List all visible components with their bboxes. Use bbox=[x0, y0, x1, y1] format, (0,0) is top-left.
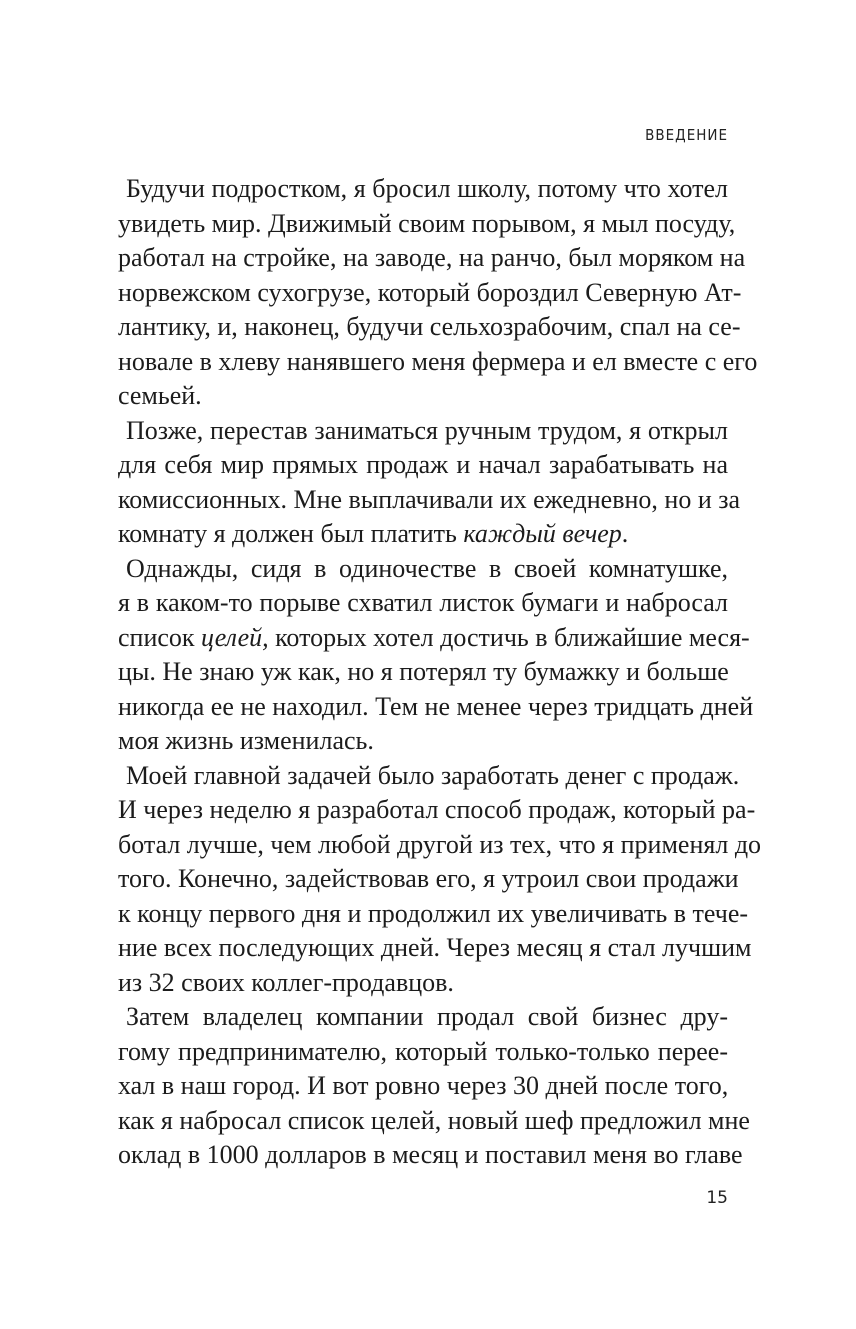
paragraph-2 bbox=[118, 414, 741, 552]
text-line: увидеть мир. Движимый своим порывом, я мыл посуду, bbox=[118, 208, 736, 238]
text-line: Будучи подростком, я бросил школу, потому что хотел bbox=[126, 174, 728, 203]
page-number: 15 bbox=[706, 1188, 728, 1208]
text-line: норвежском сухогрузе, который бороздил Северную Ат- bbox=[118, 277, 742, 307]
text-run: список bbox=[118, 622, 202, 652]
text-line: хал в наш город. И вот ровно через 30 дней после того, bbox=[118, 1071, 729, 1100]
text-run: комнату я должен был платить bbox=[118, 519, 464, 548]
text-line: Моей главной задачей было заработать денег с продаж. bbox=[126, 760, 740, 790]
text-line: работал на стройке, на заводе, на ранчо, был моряком на bbox=[118, 243, 746, 272]
running-head: ВВЕДЕНИЕ bbox=[645, 126, 728, 144]
text-line: оклад в 1000 долларов в месяц и поставил меня во главе bbox=[118, 1140, 743, 1169]
text-line: для себя мир прямых продаж и начал зарабатывать на bbox=[118, 450, 728, 479]
text-line: ботал лучше, чем любой другой из тех, что я применял до bbox=[118, 829, 762, 859]
text-line: Затем владелец компании продал свой бизнес дру- bbox=[126, 1002, 728, 1031]
paragraph-4 bbox=[118, 759, 762, 1001]
emphasis-text: каждый вечер bbox=[463, 519, 622, 548]
text-line: комиссионных. Мне выплачивали их ежедневно, но и за bbox=[118, 484, 741, 514]
text-line: никогда ее не находил. Тем не менее через тридцать дней bbox=[118, 691, 754, 721]
text-line: новале в хлеву нанявшего меня фермера и ел вместе с его bbox=[118, 346, 758, 376]
text-line: ние всех последующих дней. Через месяц я стал лучшим bbox=[118, 933, 752, 962]
text-run: . bbox=[621, 519, 629, 548]
body-text bbox=[118, 172, 762, 1173]
text-line: семьей. bbox=[118, 381, 202, 410]
text-run: которых хотел достичь в ближайшие меся- bbox=[268, 622, 750, 652]
emphasis-text: целей, bbox=[201, 622, 269, 652]
text-line: гому предпринимателю, который только-только перее- bbox=[118, 1036, 728, 1066]
text-line: моя жизнь изменилась. bbox=[118, 726, 374, 755]
text-line: к концу первого дня и продолжил их увеличивать в тече- bbox=[118, 898, 749, 928]
text-line: цы. Не знаю уж как, но я потерял ту бумажку и больше bbox=[118, 657, 729, 686]
text-line: из 32 своих коллег-продавцов. bbox=[118, 967, 454, 997]
paragraph-3 bbox=[118, 552, 754, 759]
text-line: Однажды, сидя в одиночестве в своей комнатушке, bbox=[126, 553, 728, 583]
text-line: И через неделю я разработал способ продаж, который ра- bbox=[118, 795, 756, 824]
text-line: я в каком-то порыве схватил листок бумаги и набросал bbox=[118, 588, 728, 617]
text-line: как я набросал список целей, новый шеф предложил мне bbox=[118, 1105, 750, 1135]
text-line: того. Конечно, задействовав его, я утроил свои продажи bbox=[118, 864, 739, 893]
text-line: Позже, перестав заниматься ручным трудом, я открыл bbox=[126, 415, 728, 445]
paragraph-5 bbox=[118, 1000, 750, 1173]
text-line bbox=[118, 517, 728, 552]
text-line bbox=[118, 621, 750, 656]
text-line: лантику, и, наконец, будучи сельхозрабочим, спал на се- bbox=[118, 312, 741, 341]
paragraph-1 bbox=[118, 172, 758, 414]
